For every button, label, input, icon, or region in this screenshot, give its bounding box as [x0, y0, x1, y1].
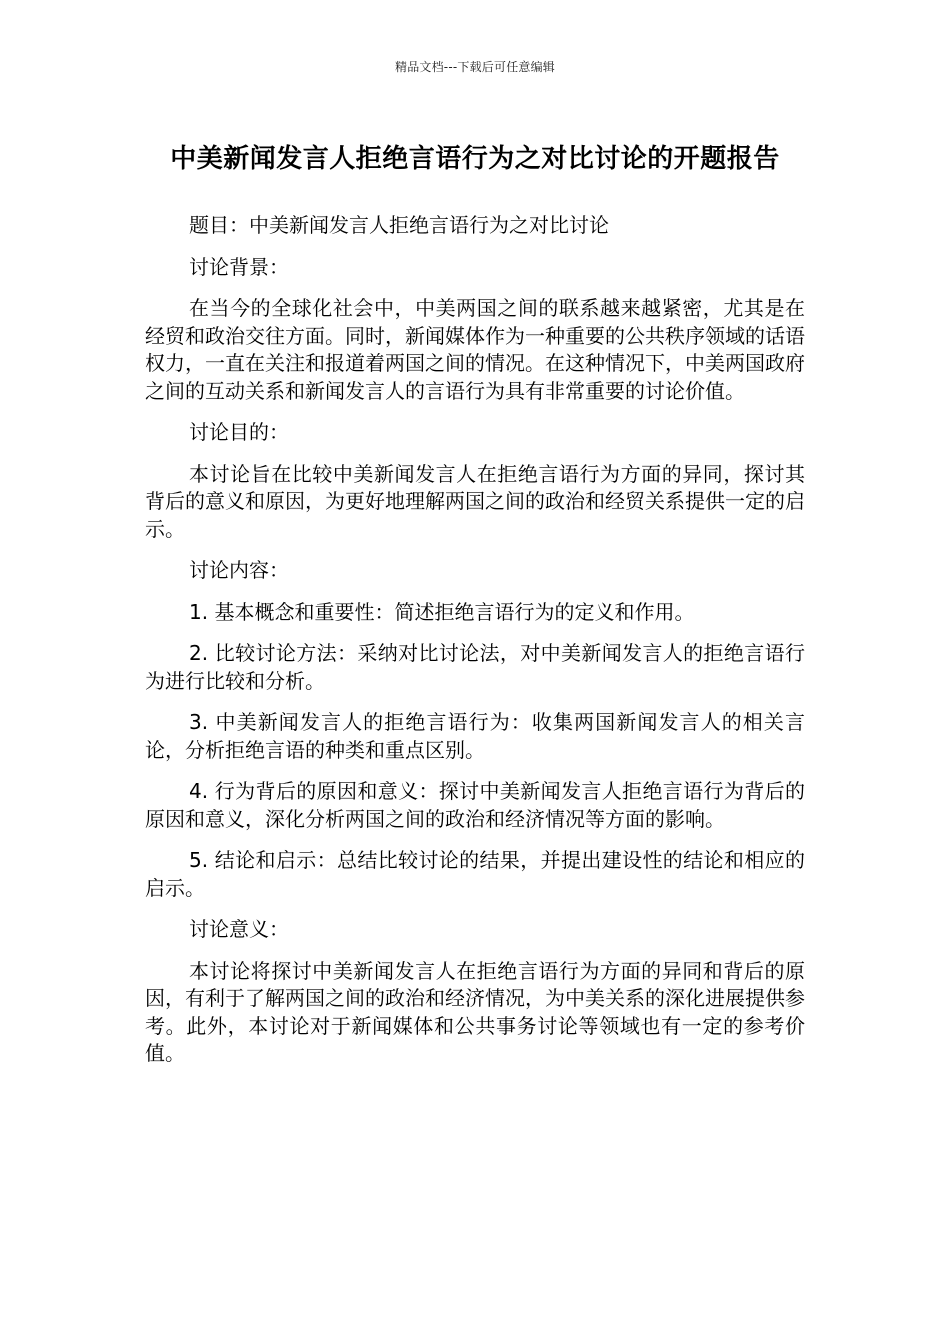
content-item-1: 1. 基本概念和重要性：简述拒绝言语行为的定义和作用。	[189, 599, 695, 624]
section-heading-background: 讨论背景：	[189, 254, 289, 279]
page-header-note: 精品文档---下载后可任意编辑	[395, 60, 555, 74]
content-item-2: 2. 比较讨论方法：采纳对比讨论法，对中美新闻发言人的拒绝言语行为进行比较和分析。	[145, 641, 805, 693]
content-item-3: 3. 中美新闻发言人的拒绝言语行为：收集两国新闻发言人的相关言论，分析拒绝言语的种类和重点区别。	[145, 710, 805, 762]
background-paragraph: 在当今的全球化社会中，中美两国之间的联系越来越紧密，尤其是在经贸和政治交往方面。同时，新闻媒体作为一种重要的公共秩序领域的话语权力，一直在关注和报道着两国之间的情况。在这种情况下，中美两国政府之间的互动关系和新闻发言人的言语行为具有非常重要的讨论价值。	[145, 296, 805, 403]
document-title: 中美新闻发言人拒绝言语行为之对比讨论的开题报告	[170, 144, 780, 174]
significance-paragraph: 本讨论将探讨中美新闻发言人在拒绝言语行为方面的异同和背后的原因，有利于了解两国之间的政治和经济情况，为中美关系的深化进展提供参考。此外，本讨论对于新闻媒体和公共事务讨论等领域也有一定的参考价值。	[145, 958, 805, 1065]
document-body	[145, 212, 805, 1082]
section-heading-purpose: 讨论目的：	[189, 420, 289, 444]
section-heading-content: 讨论内容：	[189, 558, 289, 582]
topic-line: 题目：中美新闻发言人拒绝言语行为之对比讨论	[189, 213, 609, 237]
content-item-4: 4. 行为背后的原因和意义：探讨中美新闻发言人拒绝言语行为背后的原因和意义，深化分析两国之间的政治和经济情况等方面的影响。	[145, 779, 805, 831]
purpose-paragraph: 本讨论旨在比较中美新闻发言人在拒绝言语行为方面的异同，探讨其背后的意义和原因，为更好地理解两国之间的政治和经贸关系提供一定的启示。	[145, 461, 805, 541]
section-heading-significance: 讨论意义：	[189, 917, 289, 941]
content-item-5: 5. 结论和启示：总结比较讨论的结果，并提出建设性的结论和相应的启示。	[145, 848, 805, 900]
